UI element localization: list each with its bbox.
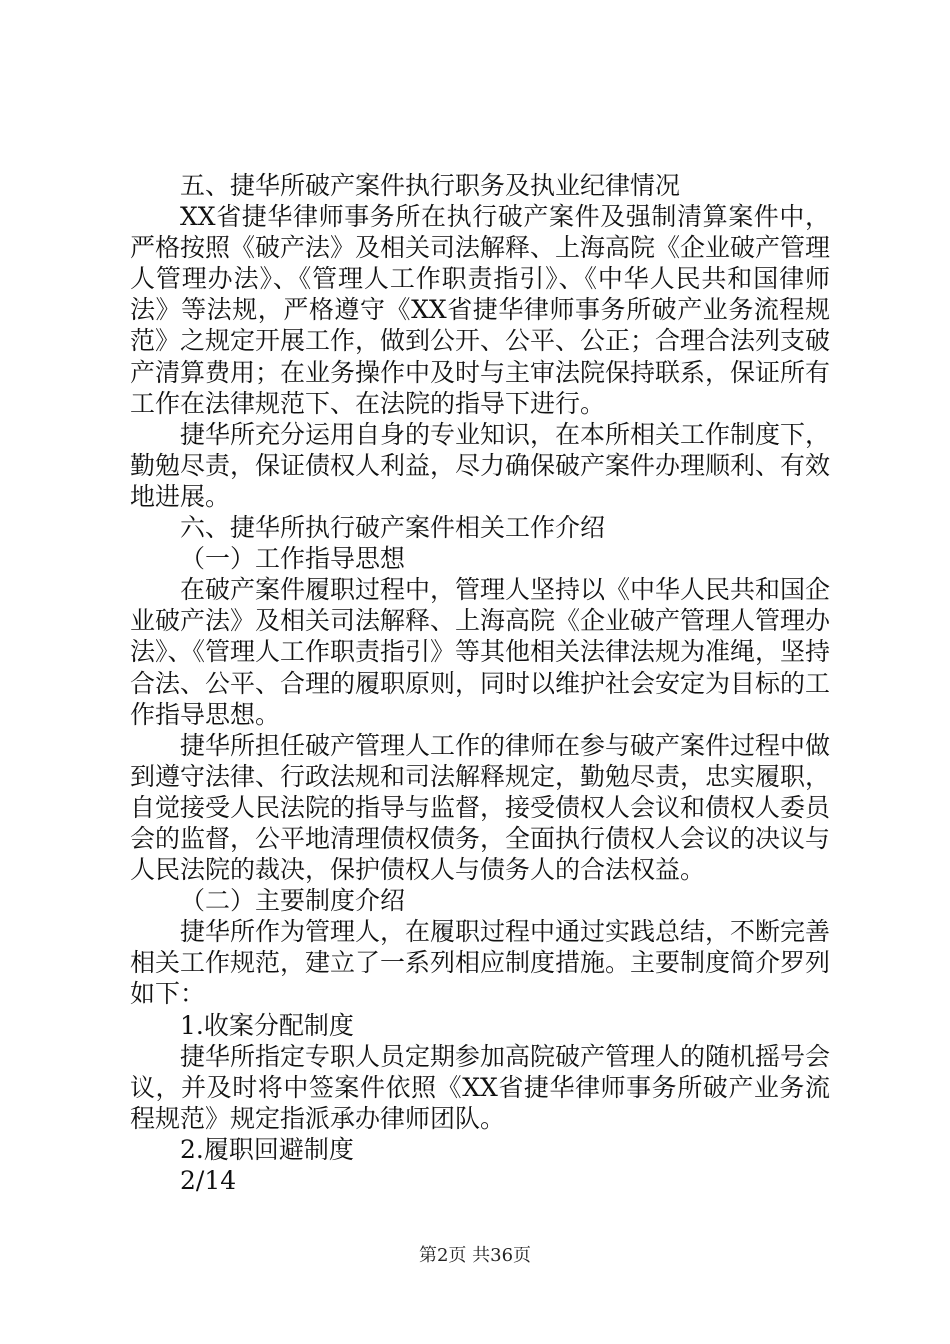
subsection-heading-1: （一）工作指导思想	[180, 544, 406, 574]
paragraph: 捷华所担任破产管理人工作的律师在参与破产案件过程中做到遵守法律、行政法规和司法解释规定，勤勉尽责，忠实履职，自觉接受人民法院的指导与监督，接受债权人会议和债权人委员会的监督，公平地清理债权债务，全面执行债权人会议的决议与人民法院的裁决，保护债权人与债务人的合法权益。	[130, 730, 831, 885]
page-footer: 第2页 共36页	[418, 1245, 532, 1266]
section-heading-6: 六、捷华所执行破产案件相关工作介绍	[180, 513, 606, 543]
inline-page-number: 2/14	[180, 1166, 237, 1195]
paragraph: XX省捷华律师事务所在执行破产案件及强制清算案件中，严格按照《破产法》及相关司法解释、上海高院《企业破产管理人管理办法》、《管理人工作职责指引》、《中华人民共和国律师法》等法规，严格遵守《XX省捷华律师事务所破产业务流程规范》之规定开展工作，做到公开、公平、公正；合理合法列支破产清算费用；在业务操作中及时与主审法院保持联系，保证所有工作在法律规范下、在法院的指导下进行。	[130, 202, 831, 418]
paragraph: 捷华所作为管理人，在履职过程中通过实践总结，不断完善相关工作规范，建立了一系列相应制度措施。主要制度简介罗列如下：	[130, 917, 831, 1009]
paragraph: 捷华所充分运用自身的专业知识，在本所相关工作制度下，勤勉尽责，保证债权人利益，尽力确保破产案件办理顺利、有效地进展。	[130, 419, 831, 511]
section-heading-5: 五、捷华所破产案件执行职务及执业纪律情况	[180, 171, 681, 200]
list-heading-1: 1.收案分配制度	[180, 1010, 354, 1040]
list-heading-2: 2.履职回避制度	[180, 1134, 354, 1164]
paragraph: 捷华所指定专职人员定期参加高院破产管理人的随机摇号会议，并及时将中签案件依照《XX省捷华律师事务所破产业务流程规范》规定指派承办律师团队。	[130, 1041, 831, 1133]
subsection-heading-2: （二）主要制度介绍	[180, 886, 406, 916]
paragraph: 在破产案件履职过程中，管理人坚持以《中华人民共和国企业破产法》及相关司法解释、上海高院《企业破产管理人管理办法》、《管理人工作职责指引》等其他相关法律法规为准绳，坚持合法、公平、合理的履职原则，同时以维护社会安定为目标的工作指导思想。	[130, 575, 831, 729]
document-body	[130, 170, 830, 1196]
